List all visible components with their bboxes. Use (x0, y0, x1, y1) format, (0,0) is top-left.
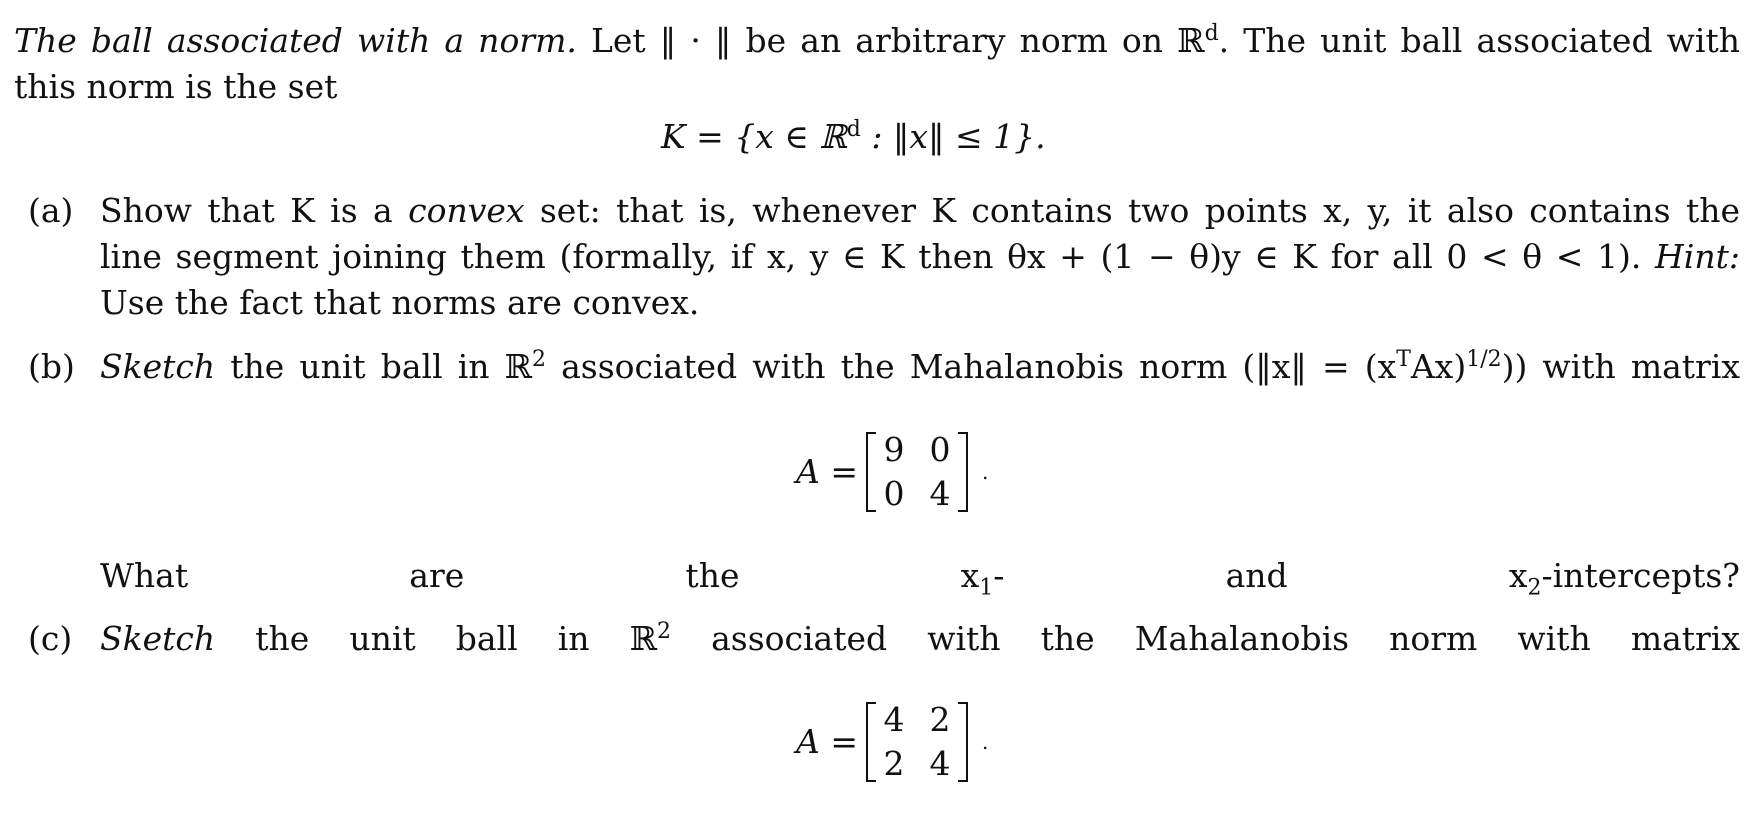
part-c-l1-pre: the unit ball in ℝ (215, 619, 658, 658)
part-a-text (100, 188, 1740, 326)
matrix-b-period: . (981, 460, 989, 484)
q-sub2: 2 (1527, 575, 1542, 601)
part-b-l1-pre: the unit ball in ℝ (215, 347, 533, 386)
matrix-b-cell: 0 (929, 430, 951, 469)
part-a-line-2 (100, 234, 1740, 280)
part-c-text (100, 616, 1740, 662)
part-b-question (28, 553, 1740, 599)
part-c-label: (c) (28, 619, 73, 658)
matrix-c-period: . (981, 730, 989, 754)
part-a-label: (a) (28, 191, 74, 230)
part-a (28, 188, 1740, 328)
part-c-sketch: Sketch (100, 619, 216, 658)
set-def-pre: K = {x ∈ ℝ (661, 117, 847, 156)
intro-text: Let ‖ · ‖ be an arbitrary norm on ℝ (590, 21, 1205, 60)
matrix-b-cell: 4 (929, 474, 951, 513)
part-b-sup-half: 1/2 (1466, 347, 1502, 372)
part-a-line-3: Use the fact that norms are convex. (100, 283, 700, 322)
matrix-c (796, 698, 988, 786)
part-b-question-line (100, 553, 1740, 599)
part-b-l1-mid2: Ax) (1410, 347, 1467, 386)
matrix-b-body (866, 428, 968, 516)
set-def-sup: d (846, 117, 861, 142)
q-pre: What are the x (100, 556, 980, 595)
part-b-line-1 (100, 344, 1740, 390)
part-c-l1-end: associated with the Mahalanobis norm with matrix (671, 619, 1740, 658)
matrix-c-cell: 2 (883, 744, 905, 783)
matrix-c-cell: 4 (929, 744, 951, 783)
part-b (28, 344, 1740, 390)
part-a-line-1 (100, 188, 1740, 234)
matrix-c-cell: 2 (929, 700, 951, 739)
matrix-b-cell: 9 (883, 430, 905, 469)
problem-title: The ball associated with a norm. (14, 21, 577, 60)
matrix-b-cell: 0 (883, 474, 905, 513)
matrix-b (796, 428, 988, 516)
q-end: -intercepts? (1541, 556, 1740, 595)
matrix-c-cell: 4 (883, 700, 905, 739)
part-c-sup: 2 (657, 619, 672, 644)
part-c-line-1 (100, 616, 1740, 662)
part-c (28, 616, 1740, 662)
matrix-b-lhs: A = (796, 452, 858, 491)
part-b-text (100, 344, 1740, 390)
q-sub1: 1 (979, 575, 994, 601)
part-a-l1-post: set: that is, whenever K contains two points x, y, it also contains the (524, 191, 1740, 230)
part-b-sketch: Sketch (100, 347, 216, 386)
part-b-sup-t: T (1396, 347, 1411, 372)
part-a-l2-pre: line segment joining them (formally, if x, y ∈ K then θx + (1 − θ)y ∈ K for all 0 < θ < 1). (100, 237, 1656, 276)
dimension-superscript: d (1204, 21, 1219, 46)
part-b-sup: 2 (532, 347, 547, 372)
set-def-post: : ‖x‖ ≤ 1}. (860, 117, 1046, 156)
part-a-convex: convex (408, 191, 525, 230)
part-b-l1-end: )) with matrix (1501, 347, 1740, 386)
set-definition (661, 114, 1046, 160)
part-b-l1-mid: associated with the Mahalanobis norm (‖x‖ = (x (546, 347, 1397, 386)
intro-paragraph (14, 18, 1740, 110)
part-a-l1-pre: Show that K is a (100, 191, 409, 230)
part-a-hint: Hint: (1655, 237, 1740, 276)
part-b-label: (b) (28, 347, 75, 386)
q-mid: - and x (993, 556, 1528, 595)
matrix-c-lhs: A = (796, 722, 858, 761)
part-b-question-text (100, 553, 1740, 599)
intro-text-end: . The unit ball associated with (1218, 21, 1740, 60)
intro-line-2: this norm is the set (14, 67, 338, 106)
intro-line-1 (14, 18, 1740, 64)
matrix-c-body (866, 698, 968, 786)
